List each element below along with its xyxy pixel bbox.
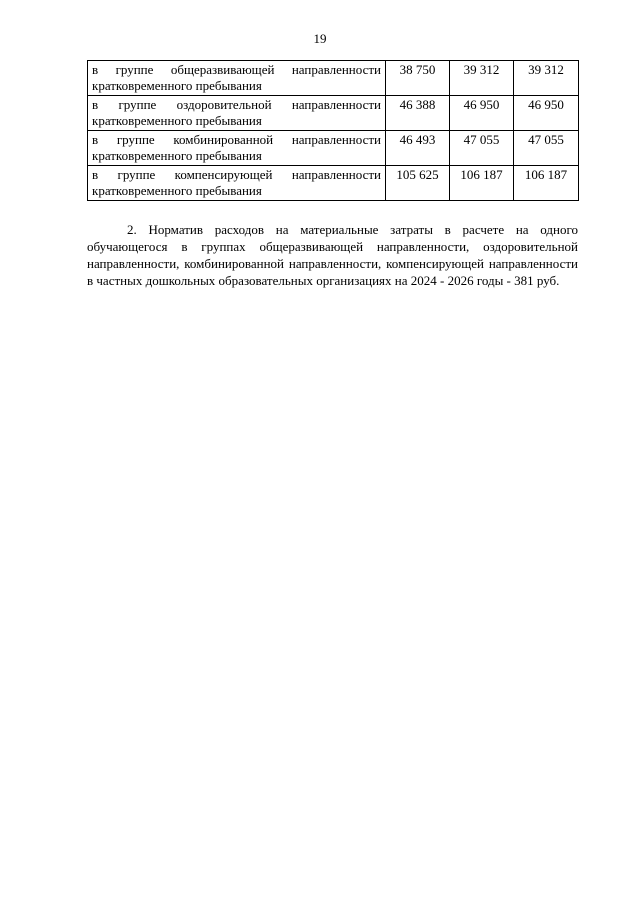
row-label-line: кратковременного пребывания [92,78,262,93]
body-paragraph: 2. Норматив расходов на материальные затраты в расчете на одного обучающегося в группах общеразвивающей направленности, оздоровительной направленности, комбинированной направленности, компенсирующей направленности в частных дошкольных образовательных организациях на 2024 - 2026 годы - 381 руб. [87,222,578,288]
row-label [88,96,386,131]
row-label-line: кратковременного пребывания [92,113,262,128]
value-cell: 46 950 [514,96,579,131]
value-cell: 39 312 [450,61,514,96]
row-label [88,166,386,201]
table-row [88,131,579,166]
value-cell: 46 493 [386,131,450,166]
row-label-line: кратковременного пребывания [92,183,262,198]
table-row [88,96,579,131]
row-label-line: в группе комбинированной направленности [92,132,381,147]
value-cell: 47 055 [450,131,514,166]
row-label-line: в группе оздоровительной направленности [92,97,381,112]
row-label [88,61,386,96]
value-cell: 106 187 [450,166,514,201]
page-number: 19 [313,31,327,46]
norms-table [87,60,579,201]
table-row [88,61,579,96]
row-label-line: в группе компенсирующей направленности [92,167,381,182]
value-cell: 105 625 [386,166,450,201]
row-label [88,131,386,166]
value-cell: 39 312 [514,61,579,96]
table-row [88,166,579,201]
row-label-line: в группе общеразвивающей направленности [92,62,381,77]
value-cell: 106 187 [514,166,579,201]
value-cell: 47 055 [514,131,579,166]
value-cell: 46 950 [450,96,514,131]
value-cell: 38 750 [386,61,450,96]
value-cell: 46 388 [386,96,450,131]
row-label-line: кратковременного пребывания [92,148,262,163]
